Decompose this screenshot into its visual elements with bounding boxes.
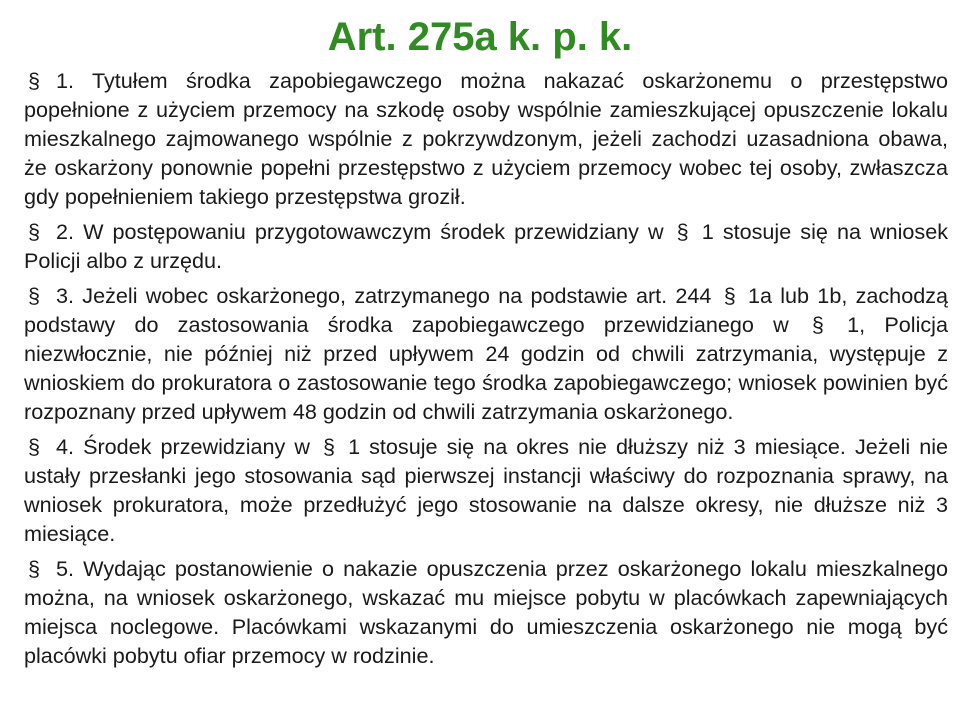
paragraph-number: 4.	[56, 434, 75, 459]
slide-title: Art. 275a k. p. k.	[327, 15, 633, 59]
paragraph-text: W postępowaniu przygotowawczym środek przewidziany w	[83, 219, 664, 244]
section-sign: §	[323, 434, 336, 459]
section-sign: §	[28, 434, 41, 459]
paragraph-number: 3.	[56, 283, 75, 308]
paragraph-text: 1 stosuje się na wniosek Policji albo z urzędu.	[24, 219, 949, 273]
paragraph-text: Środek przewidziany w	[83, 434, 310, 459]
paragraph-number: 1.	[56, 68, 75, 93]
section-sign: §	[28, 283, 41, 308]
paragraph-number: 5.	[56, 556, 75, 581]
paragraph-text: 1 stosuje się na okres nie dłuższy niż 3 miesiące. Jeżeli nie ustały przesłanki jego stosowania sąd pierwszej instancji właściwy do rozpoznania sprawy, na wniosek prokuratora, może przedłużyć jego stosowanie na dalsze okresy, nie dłuższe niż 3 miesiące.	[24, 434, 949, 546]
paragraph-1	[24, 66, 948, 211]
section-sign: §	[723, 283, 736, 308]
paragraph-text: 1a lub 1b, zachodzą podstawy do zastosowania środka zapobiegawczego przewidzianego w	[24, 283, 949, 337]
paragraph-3	[24, 281, 948, 426]
paragraph-number: 2.	[56, 219, 75, 244]
paragraph-2	[24, 217, 948, 275]
section-sign: §	[28, 556, 41, 581]
paragraph-text: Wydając postanowienie o nakazie opuszczenia przez oskarżonego lokalu mieszkalnego można, na wniosek oskarżonego, wskazać mu miejsce pobytu w placówkach zapewniających miejsca noclegowe. Placówkami wskazanymi do umieszczenia oskarżonego nie mogą być placówki pobytu ofiar przemocy w rodzinie.	[24, 556, 948, 668]
paragraph-5	[24, 554, 948, 670]
section-sign: §	[28, 219, 41, 244]
section-sign: §	[811, 312, 824, 337]
section-sign: §	[28, 68, 41, 93]
paragraph-text: Jeżeli wobec oskarżonego, zatrzymanego na podstawie art. 244	[82, 283, 712, 308]
article-content	[24, 66, 948, 676]
paragraph-4	[24, 432, 948, 548]
paragraph-text: 1, Policja niezwłocznie, nie później niż przed upływem 24 godzin od chwili zatrzymania, występuje z wnioskiem do prokuratora o zastosowanie tego środka zapobiegawczego; wniosek powinien być rozpoznany przed upływem 48 godzin od chwili zatrzymania oskarżonego.	[24, 312, 948, 424]
section-sign: §	[676, 219, 689, 244]
paragraph-text: Tytułem środka zapobiegawczego można nakazać oskarżonemu o przestępstwo popełnione z użyciem przemocy na szkodę osoby wspólnie zamieszkującej opuszczenie lokalu mieszkalnego zajmowanego wspólnie z pokrzywdzonym, jeżeli zachodzi uzasadniona obawa, że oskarżony ponownie popełni przestępstwo z użyciem przemocy wobec tej osoby, zwłaszcza gdy popełnieniem takiego przestępstwa groził.	[24, 68, 948, 209]
